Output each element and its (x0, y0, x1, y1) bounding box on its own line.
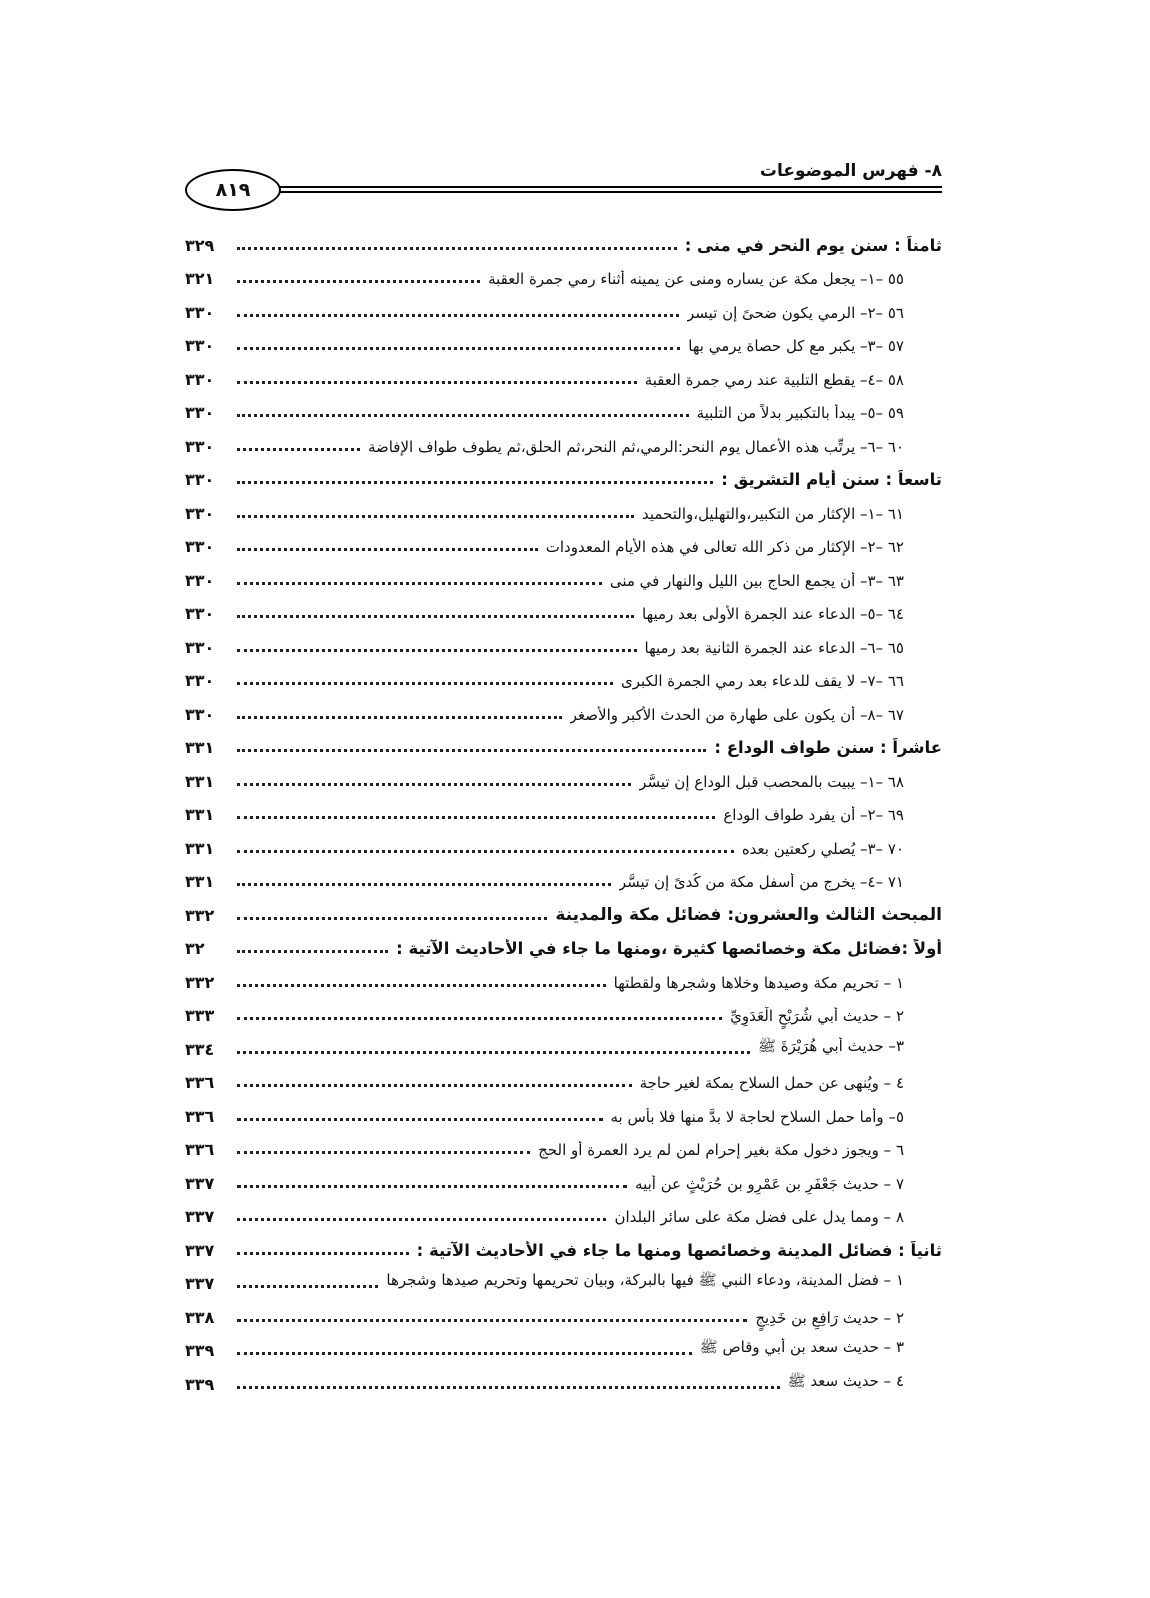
toc-section-heading (185, 932, 942, 966)
section-title: ٨- فهرس الموضوعات (759, 161, 942, 181)
dot-leader (237, 682, 613, 685)
toc-entry (185, 1367, 942, 1401)
dot-leader (237, 582, 602, 585)
toc-entry (185, 630, 942, 664)
dot-leader (237, 1185, 627, 1188)
toc-entry-title: ٦٢ –٢– الإكثار من ذكر الله تعالى في هذه الأيام المعدودات (545, 538, 904, 556)
toc-page-number: ٣٣٠ (185, 604, 215, 623)
toc-section-heading (185, 731, 942, 765)
toc-entry-title: تاسعاً : سنن أيام التشريق : (721, 470, 942, 489)
dot-leader (237, 1051, 750, 1054)
toc-page-number: ٣٣٧ (185, 1274, 215, 1293)
toc-entry-title: ٤ – ويُنهى عن حمل السلاح بمكة لغير حاجة (639, 1074, 904, 1092)
dot-leader (237, 347, 680, 350)
dot-leader (237, 414, 689, 417)
toc-page-number: ٣٣٢ (185, 972, 215, 992)
toc-entry (185, 764, 942, 798)
toc-entry-title: ١ – تحريم مكة وصيدها وخلاها وشجرها ولقطتها (613, 973, 904, 992)
toc-entry-title: ٣– حديث أبي هُرَيْرَةَ ﷺ (757, 1036, 904, 1055)
toc-entry-title: ٣ – حديث سعد بن أبي وقاص ﷺ (699, 1338, 904, 1356)
dot-leader (237, 515, 634, 518)
dot-leader (237, 280, 480, 283)
toc-entry (185, 999, 942, 1033)
page-header (185, 153, 942, 203)
toc-entry (185, 362, 942, 396)
dot-leader (237, 1319, 747, 1322)
dot-leader (237, 984, 606, 987)
toc-page-number: ٣٣١ (185, 838, 215, 858)
page-number-badge: ٨١٩ (185, 169, 281, 211)
toc-page-number: ٣٣٩ (185, 1341, 215, 1360)
toc-entry (185, 965, 942, 999)
toc-entry-title: ٧٠ –٣– يُصلي ركعتين بعده (741, 839, 904, 858)
dot-leader (237, 1084, 632, 1087)
toc-entry-title: ٦٣ –٣– أن يجمع الحاج بين الليل والنهار في منى (609, 571, 904, 590)
toc-page-number: ٣٣٠ (185, 671, 215, 690)
dot-leader (237, 481, 713, 484)
toc-page-number: ٣٣٠ (185, 570, 215, 590)
toc-page-number: ٣٣٠ (185, 336, 215, 355)
dot-leader (237, 883, 611, 886)
toc-entry (185, 1133, 942, 1167)
toc-entry (185, 563, 942, 597)
toc-entry (185, 262, 942, 296)
toc-page-number: ٣٣٧ (185, 1240, 215, 1260)
toc-entry (185, 1032, 942, 1066)
toc-entry-title: ٥٩ –٥– يبدأ بالتكبير بدلاً من التلبية (696, 404, 904, 422)
dot-leader (237, 917, 547, 920)
toc-page-number: ٣٢٩ (185, 235, 215, 255)
toc-entry-title: ١ – فضل المدينة، ودعاء النبي ﷺ فيها بالبركة، وبيان تحريمها وتحريم صيدها وشجرها (386, 1271, 904, 1289)
toc-entry (185, 697, 942, 731)
toc-entry-title: ٤ – حديث سعد ﷺ (787, 1371, 904, 1390)
toc-section-heading (185, 228, 942, 262)
toc-section-heading (185, 1233, 942, 1267)
toc-entry-title: ٦١ –١– الإكثار من التكبير،والتهليل،والتحميد (641, 504, 904, 523)
toc-entry-title: ٦ – ويجوز دخول مكة بغير إحرام لمن لم يرد العمرة أو الحج (538, 1141, 904, 1159)
toc-section-heading (185, 463, 942, 497)
toc-entry-title: ٦٠ –٦– يرتِّب هذه الأعمال يوم النحر:الرمي،ثم النحر،ثم الحلق،ثم يطوف طواف الإفاضة (367, 437, 904, 456)
toc-page-number: ٣٣٨ (185, 1307, 215, 1327)
toc-entry-title: أولاً :فضائل مكة وخصائصها كثيرة ،ومنها ما جاء في الأحاديث الآتية : (396, 939, 942, 958)
toc-page-number: ٣٣٦ (185, 1073, 215, 1092)
toc-entry-title: ٧ – حديث جَعْفَرِ بن عَمْرِو بن حُرَيْثٍ عن أبيه (635, 1174, 904, 1193)
dot-leader (237, 749, 706, 752)
toc-page-number: ٣٣٩ (185, 1374, 215, 1394)
toc-page-number: ٣٣٤ (185, 1039, 215, 1059)
toc-page-number: ٣٣٦ (185, 1140, 215, 1159)
toc-entry-title: ٥٧ –٣– يكبر مع كل حصاة يرمي بها (688, 337, 904, 355)
toc-entry (185, 865, 942, 899)
toc-entry (185, 798, 942, 832)
dot-leader (237, 950, 388, 953)
dot-leader (237, 850, 734, 853)
toc-page-number: ٣٢١ (185, 269, 215, 288)
dot-leader (237, 649, 637, 652)
table-of-contents (185, 228, 942, 1401)
toc-page-number: ٣٣٠ (185, 704, 215, 724)
toc-page-number: ٣٢ (185, 939, 205, 958)
dot-leader (237, 716, 562, 719)
toc-page-number: ٣٣٠ (185, 470, 215, 489)
toc-page-number: ٣٣١ (185, 872, 215, 891)
toc-entry (185, 396, 942, 430)
toc-entry-title: المبحث الثالث والعشرون: فضائل مكة والمدينة (555, 904, 942, 925)
toc-entry-title: ٦٥ –٦– الدعاء عند الجمرة الثانية بعد رميها (644, 638, 904, 657)
toc-entry (185, 1200, 942, 1234)
toc-entry (185, 1099, 942, 1133)
toc-entry-title: ٥٥ –١– يجعل مكة عن يساره ومنى عن يمينه أثناء رمي جمرة العقبة (488, 270, 904, 288)
dot-leader (237, 448, 360, 451)
toc-page-number: ٣٣٧ (185, 1207, 215, 1226)
toc-entry (185, 1166, 942, 1200)
toc-entry (185, 1066, 942, 1100)
toc-page-number: ٣٣٠ (185, 436, 215, 456)
toc-entry-title: عاشراً : سنن طواف الوداع : (714, 738, 942, 757)
dot-leader (237, 548, 538, 551)
toc-page-number: ٣٣٦ (185, 1106, 215, 1126)
toc-entry-title: ٢ – حديث رَافِعِ بن خَدِيجٍ (755, 1308, 904, 1327)
toc-section-heading (185, 898, 942, 932)
toc-page-number: ٣٣٠ (185, 637, 215, 657)
dot-leader (237, 1352, 692, 1355)
dot-leader (237, 1252, 409, 1255)
toc-entry-title: ٦٤ –٥– الدعاء عند الجمرة الأولى بعد رميها (642, 605, 904, 623)
toc-entry-title: ٦٩ –٢– أن يفرد طواف الوداع (723, 806, 904, 824)
toc-page-number: ٣٣٠ (185, 537, 215, 556)
toc-entry-title: ٥٦ –٢– الرمي يكون ضحىً إن تيسر (686, 303, 904, 322)
toc-entry-title: ٦٨ –١– يبيت بالمحصب قبل الوداع إن تيسَّر (639, 772, 904, 791)
toc-page-number: ٣٣١ (185, 771, 215, 791)
toc-page-number: ٣٣٧ (185, 1173, 215, 1193)
toc-page-number: ٣٣٠ (185, 503, 215, 523)
toc-page-number: ٣٣١ (185, 805, 215, 824)
toc-entry-title: ٥– وأما حمل السلاح لحاجة لا بدَّ منها فلا بأس به (610, 1107, 904, 1126)
header-rule (275, 186, 942, 188)
toc-entry (185, 831, 942, 865)
toc-entry-title: ٨ – ومما يدل على فضل مكة على سائر البلدان (614, 1208, 904, 1226)
dot-leader (237, 615, 634, 618)
toc-entry-title: ثامناً : سنن يوم النحر في منى : (684, 235, 942, 255)
header-rule-double (275, 191, 942, 193)
dot-leader (237, 1118, 603, 1121)
toc-entry-title: ٦٦ –٧– لا يقف للدعاء بعد رمي الجمرة الكبرى (620, 672, 904, 690)
dot-leader (237, 314, 679, 317)
toc-entry (185, 664, 942, 698)
toc-page-number: ٣٣٢ (185, 905, 215, 925)
toc-entry (185, 329, 942, 363)
toc-entry (185, 1300, 942, 1334)
toc-page-number: ٣٣٠ (185, 302, 215, 322)
toc-page-number: ٣٣١ (185, 738, 215, 757)
toc-entry (185, 1334, 942, 1368)
dot-leader (237, 783, 631, 786)
dot-leader (237, 816, 715, 819)
toc-entry (185, 295, 942, 329)
toc-entry-title: ٢ – حديث أبي شُرَيْحٍ الْعَدَوِيِّ (730, 1007, 904, 1025)
toc-page-number: ٣٣٠ (185, 403, 215, 422)
toc-entry-title: ٦٧ –٨– أن يكون على طهارة من الحدث الأكبر والأصغر (569, 705, 904, 724)
toc-entry (185, 1267, 942, 1301)
toc-entry (185, 597, 942, 631)
toc-entry-title: ٥٨ –٤– يقطع التلبية عند رمي جمرة العقبة (644, 370, 904, 389)
dot-leader (237, 1285, 378, 1288)
dot-leader (237, 381, 637, 384)
toc-entry-title: ثانياً : فضائل المدينة وخصائصها ومنها ما جاء في الأحاديث الآتية : (416, 1240, 942, 1260)
dot-leader (237, 247, 677, 250)
dot-leader (237, 1218, 606, 1221)
dot-leader (237, 1017, 722, 1020)
dot-leader (237, 1151, 530, 1154)
toc-entry (185, 429, 942, 463)
toc-page-number: ٣٣٣ (185, 1006, 215, 1025)
toc-entry (185, 496, 942, 530)
toc-page-number: ٣٣٠ (185, 369, 215, 389)
dot-leader (237, 1386, 780, 1389)
toc-entry-title: ٧١ –٤– يخرج من أسفل مكة من كُدىً إن تيسَّر (618, 873, 904, 891)
toc-entry (185, 530, 942, 564)
